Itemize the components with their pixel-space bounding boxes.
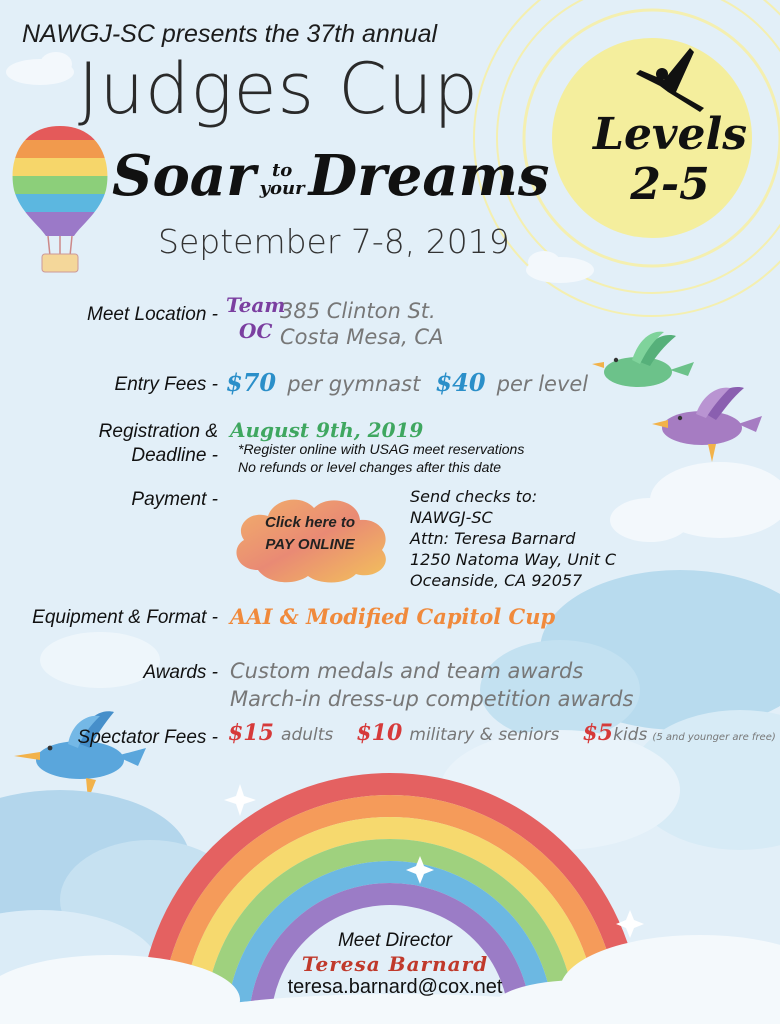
- team-name: Team OC: [226, 293, 286, 343]
- director-name: Teresa Barnard: [301, 952, 489, 976]
- registration-notes: *Register online with USAG meet reservations No refunds or level changes after this date: [238, 441, 525, 475]
- tagline-soar: Soar: [112, 143, 256, 209]
- awards-label: Awards -: [143, 662, 218, 683]
- pay-online-button[interactable]: Click here to PAY ONLINE: [264, 514, 356, 553]
- registration-label: Registration & Deadline -: [98, 421, 218, 466]
- entry-fees: $70 per gymnast $40 per level: [226, 368, 589, 397]
- director-title: Meet Director: [337, 930, 453, 951]
- entry-price-gymnast: $70: [226, 368, 277, 397]
- spectator-price-military: $10: [356, 720, 403, 746]
- event-date: September 7-8, 2019: [158, 222, 510, 261]
- tagline-to-your: to your: [259, 160, 305, 200]
- meet-director: [250, 930, 540, 999]
- check-mailing-address: Send checks to: NAWGJ-SC Attn: Teresa Barnard 1250 Natoma Way, Unit C Oceanside, CA 92057: [410, 487, 617, 590]
- entry-fees-label: Entry Fees -: [114, 374, 218, 395]
- location-address: 385 Clinton St. Costa Mesa, CA: [280, 299, 444, 349]
- levels-range: 2-5: [630, 159, 710, 210]
- location-label: Meet Location -: [87, 304, 218, 325]
- equipment-label: Equipment & Format -: [32, 607, 218, 628]
- spectator-fees: $15 adults $10 military & seniors $5kids (5 and younger are free): [228, 720, 776, 746]
- levels-label: Levels: [593, 109, 747, 160]
- awards-list: Custom medals and team awards March-in dress-up competition awards: [230, 659, 634, 711]
- tagline: [112, 143, 550, 209]
- presents-line: NAWGJ-SC presents the 37th annual: [22, 20, 438, 48]
- levels-badge: [590, 110, 750, 210]
- equipment-value: AAI & Modified Capitol Cup: [230, 604, 556, 629]
- entry-price-level: $40: [435, 368, 486, 397]
- payment-label: Payment -: [131, 489, 218, 510]
- spectator-price-kids: $5: [582, 720, 614, 746]
- registration-deadline: August 9th, 2019: [230, 418, 424, 442]
- spectator-fees-label: Spectator Fees -: [77, 727, 218, 748]
- event-title: Judges Cup: [78, 48, 479, 130]
- director-email-link[interactable]: teresa.barnard@cox.net: [287, 976, 503, 998]
- spectator-price-adults: $15: [228, 720, 274, 746]
- tagline-dreams: Dreams: [308, 143, 550, 209]
